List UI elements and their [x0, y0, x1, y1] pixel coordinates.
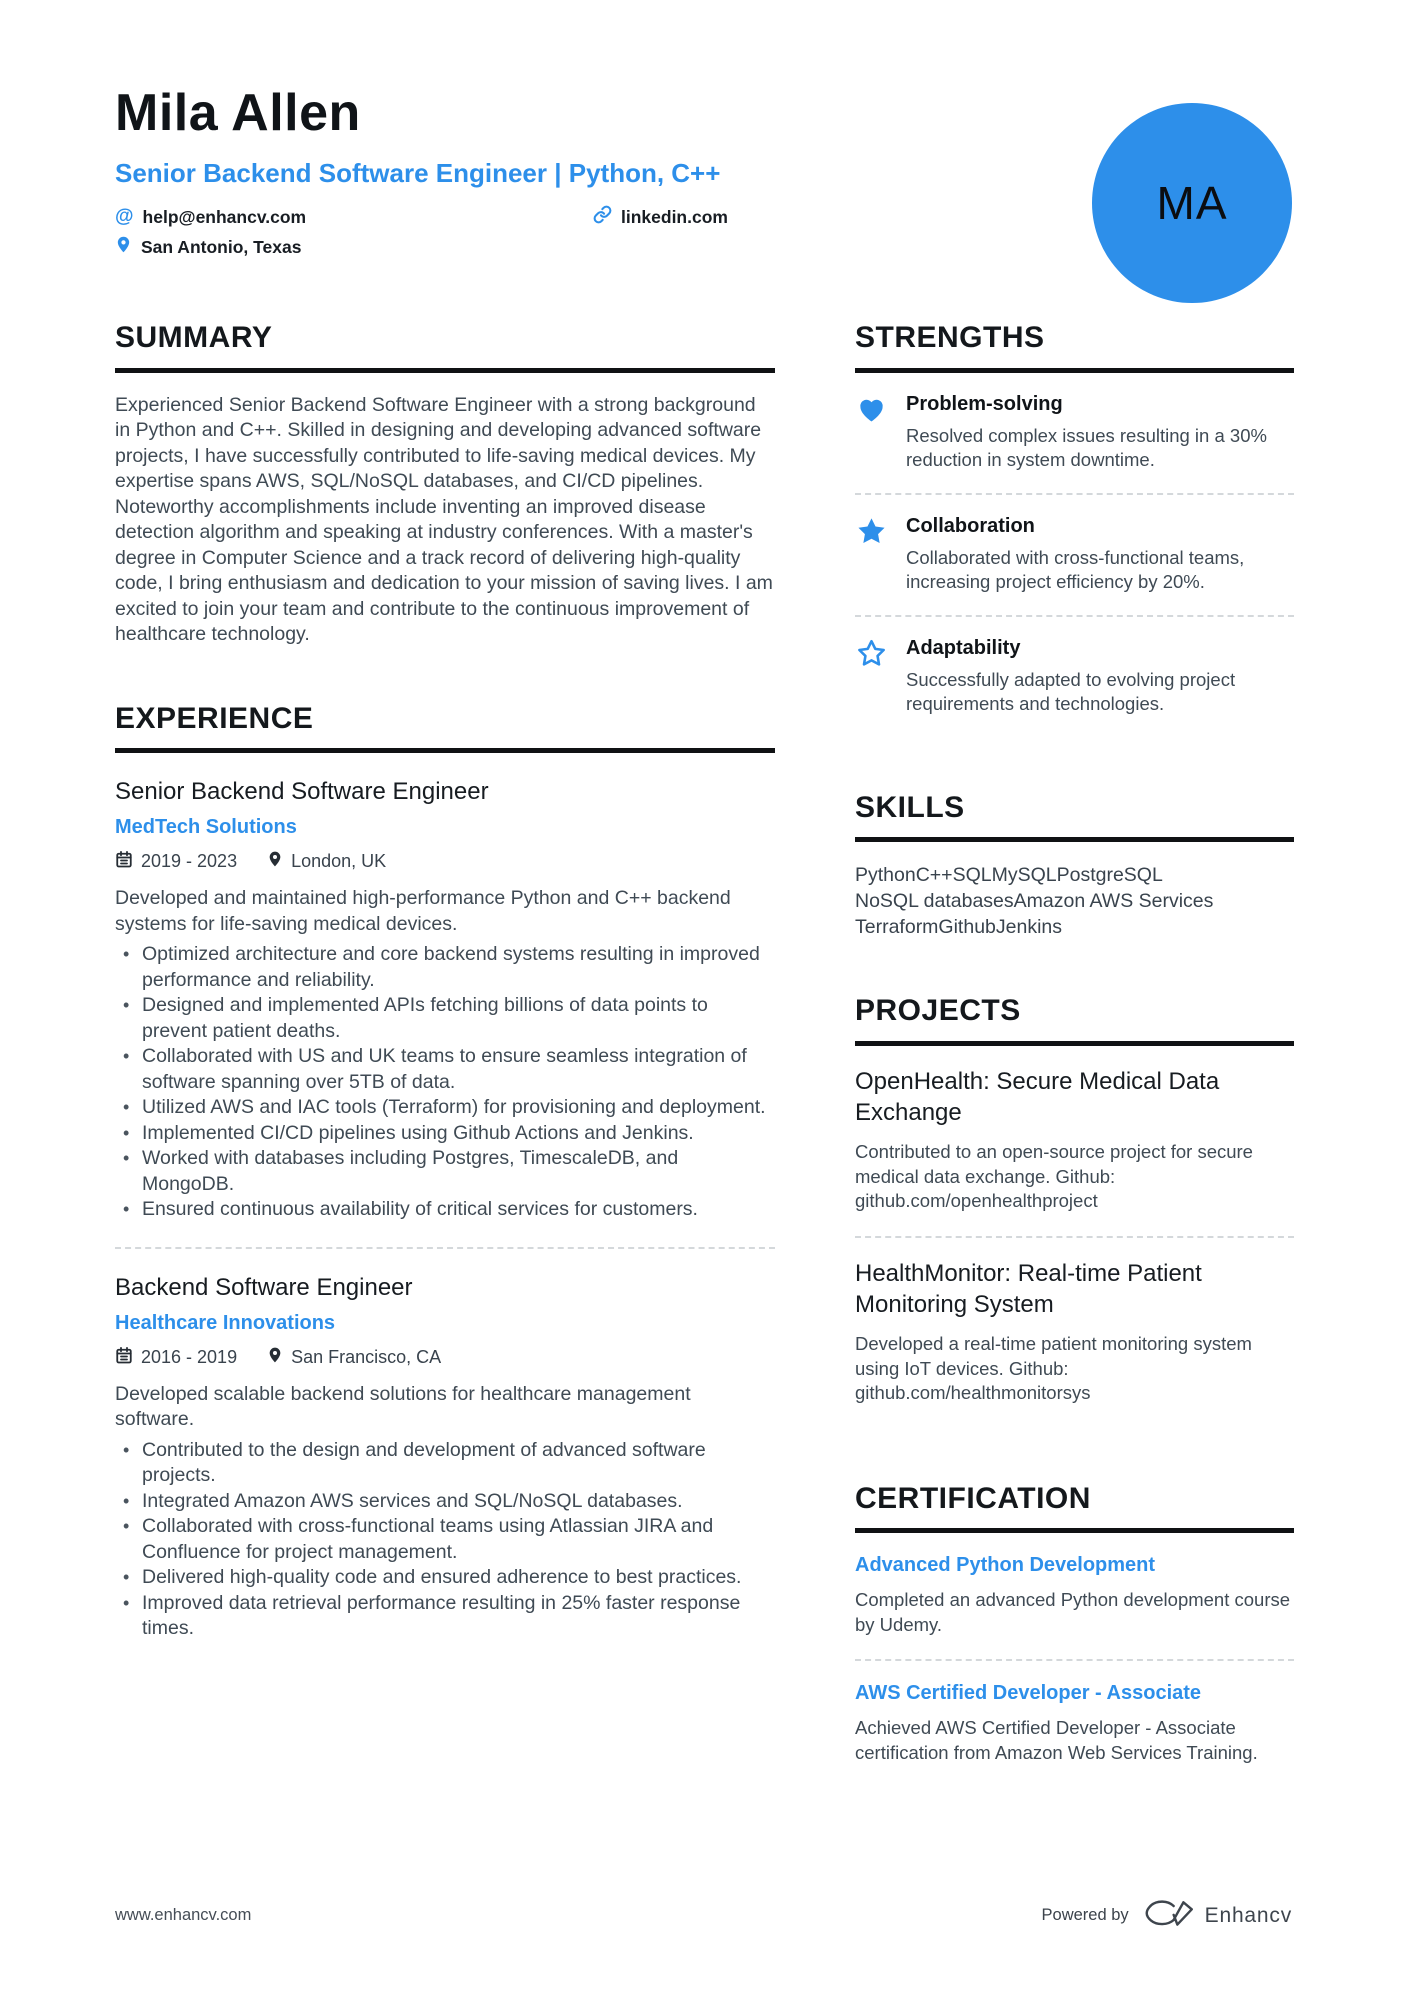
star-outline-icon — [855, 636, 889, 717]
experience-section — [115, 702, 775, 1642]
job-location — [267, 850, 386, 873]
link-icon — [593, 205, 612, 229]
project-title: OpenHealth: Secure Medical Data Exchange — [855, 1067, 1220, 1127]
company-name[interactable]: MedTech Solutions — [115, 816, 297, 839]
location-item[interactable] — [115, 235, 593, 259]
certification-title: AWS Certified Developer - Associate — [855, 1682, 1202, 1705]
projects-section — [855, 994, 1294, 1427]
certification-title: Advanced Python Development — [855, 1554, 1156, 1577]
at-icon: @ — [115, 206, 134, 228]
job-bullet: • Integrated Amazon AWS services and SQL/NoSQL databases. — [115, 1489, 775, 1515]
project-title: HealthMonitor: Real-time Patient Monitoring System — [855, 1259, 1202, 1318]
certification-item — [855, 1661, 1294, 1787]
certification-description: Completed an advanced Python development course by Udemy. — [855, 1589, 1291, 1635]
job-dates-text: 2019 - 2023 — [141, 851, 238, 872]
job-description: Developed and maintained high-performance Python and C++ backend systems for life-saving medical devices. — [115, 887, 731, 935]
certification-item — [855, 1533, 1294, 1659]
heart-icon — [855, 392, 889, 473]
skills-line: TerraformGithubJenkins — [855, 916, 1062, 939]
avatar — [1092, 103, 1292, 303]
job-location — [267, 1346, 441, 1369]
strength-description: Collaborated with cross-functional teams, increasing project efficiency by 20%. — [906, 546, 1245, 593]
summary-section — [115, 321, 775, 648]
enhancv-logo-link[interactable] — [1143, 1898, 1292, 1933]
strength-title: Adaptability — [906, 636, 1021, 659]
job-bullet: • Delivered high-quality code and ensured adherence to best practices. — [115, 1565, 775, 1591]
company-name[interactable]: Healthcare Innovations — [115, 1311, 336, 1334]
footer-branding — [1042, 1898, 1292, 1933]
project-description: Developed a real-time patient monitoring system using IoT devices. Github: github.com/healthmonitorsys — [855, 1333, 1252, 1404]
job-location-text: San Francisco, CA — [291, 1346, 442, 1367]
strength-item — [855, 617, 1294, 737]
entry-divider — [115, 1247, 775, 1249]
candidate-title: Senior Backend Software Engineer | Python, C++ — [115, 158, 721, 189]
job-meta-row — [115, 850, 775, 873]
skills-list — [855, 862, 1294, 940]
strengths-heading: STRENGTHS — [855, 321, 1294, 373]
skills-line: NoSQL databasesAmazon AWS Services — [855, 890, 1214, 913]
calendar-icon — [115, 1346, 133, 1369]
email-link[interactable] — [115, 205, 593, 229]
pin-icon — [267, 850, 283, 873]
job-dates — [115, 1346, 237, 1369]
job-bullet-list — [115, 942, 775, 1223]
star-icon — [855, 514, 889, 595]
job-bullet: • Implemented CI/CD pipelines using Github Actions and Jenkins. — [115, 1121, 775, 1147]
experience-entry — [115, 777, 775, 1223]
email-text: help@enhancv.com — [142, 206, 307, 227]
brand-wordmark: Enhancv — [1204, 1903, 1292, 1927]
job-bullet-list — [115, 1438, 775, 1642]
job-bullet: • Optimized architecture and core backend systems resulting in improved performance and reliability. — [115, 942, 775, 993]
enhancv-logo-icon — [1143, 1898, 1195, 1933]
job-title: Senior Backend Software Engineer — [115, 778, 489, 806]
experience-heading: EXPERIENCE — [115, 702, 775, 754]
linkedin-text: linkedin.com — [621, 206, 728, 227]
skills-line: PythonC++SQLMySQLPostgreSQL — [855, 864, 1163, 887]
page-footer — [115, 1898, 1292, 1933]
job-description: Developed scalable backend solutions for healthcare management software. — [115, 1382, 691, 1431]
certification-heading: CERTIFICATION — [855, 1482, 1294, 1534]
strength-item — [855, 373, 1294, 493]
job-bullet: • Worked with databases including Postgres, TimescaleDB, and MongoDB. — [115, 1146, 775, 1197]
left-column — [115, 321, 775, 1841]
strength-description: Successfully adapted to evolving project requirements and technologies. — [906, 668, 1236, 715]
strength-content — [906, 636, 1294, 717]
job-bullet: • Collaborated with cross-functional teams using Atlassian JIRA and Confluence for project management. — [115, 1514, 775, 1565]
job-dates — [115, 850, 237, 873]
location-text: San Antonio, Texas — [141, 236, 302, 257]
strength-title: Problem-solving — [906, 392, 1063, 415]
strengths-section — [855, 321, 1294, 737]
avatar-initials: MA — [1156, 177, 1228, 229]
calendar-icon — [115, 850, 133, 873]
job-title: Backend Software Engineer — [115, 1273, 413, 1301]
job-bullet: • Ensured continuous availability of critical services for customers. — [115, 1197, 775, 1223]
certification-section — [855, 1482, 1294, 1788]
pin-icon — [115, 235, 132, 259]
summary-text: Experienced Senior Backend Software Engineer with a strong background in Python and C++. Skilled in designing and developing advanced software projects, I have successfully contributed to life-saving medical devices. My expertise spans AWS, SQL/NoSQL databases, and CI/CD pipelines. Noteworthy accomplishments include inventing an improved disease detection algorithm and speaking at industry conferences. With a master's degree in Computer Science and a track record of delivering high-quality code, I bring enthusiasm and dedication to your mission of saving lives. I am excited to join your team and contribute to the continuous improvement of healthcare technology. — [115, 393, 773, 646]
job-bullet: • Designed and implemented APIs fetching billions of data points to prevent patient deaths. — [115, 993, 775, 1044]
skills-section — [855, 791, 1294, 941]
job-location-text: London, UK — [291, 851, 387, 872]
pin-icon — [267, 1346, 283, 1369]
content-columns — [115, 321, 1292, 1841]
job-meta-row — [115, 1346, 775, 1369]
project-item — [855, 1046, 1294, 1236]
powered-by-label: Powered by — [1041, 1906, 1129, 1924]
linkedin-link[interactable] — [593, 205, 875, 229]
contact-row — [115, 205, 875, 259]
job-bullet: • Contributed to the design and development of advanced software projects. — [115, 1438, 775, 1489]
job-dates-text: 2016 - 2019 — [141, 1346, 238, 1367]
job-bullet: • Improved data retrieval performance resulting in 25% faster response times. — [115, 1591, 775, 1642]
candidate-name: Mila Allen — [115, 84, 361, 142]
project-description: Contributed to an open-source project for secure medical data exchange. Github: github.com/openhealthproject — [855, 1141, 1253, 1212]
projects-heading: PROJECTS — [855, 994, 1294, 1046]
certification-description: Achieved AWS Certified Developer - Associate certification from Amazon Web Services Training. — [855, 1717, 1258, 1763]
job-bullet: • Collaborated with US and UK teams to ensure seamless integration of software spanning over 5TB of data. — [115, 1044, 775, 1095]
summary-heading: SUMMARY — [115, 321, 775, 373]
footer-website-link[interactable]: www.enhancv.com — [115, 1906, 252, 1924]
project-item — [855, 1238, 1294, 1428]
strength-description: Resolved complex issues resulting in a 30% reduction in system downtime. — [906, 424, 1267, 471]
strength-content — [906, 514, 1294, 595]
skills-heading: SKILLS — [855, 791, 1294, 843]
resume-header — [115, 85, 1292, 259]
experience-entry — [115, 1273, 775, 1642]
strength-title: Collaboration — [906, 514, 1035, 537]
job-bullet: • Utilized AWS and IAC tools (Terraform) for provisioning and deployment. — [115, 1095, 775, 1121]
strength-content — [906, 392, 1294, 473]
strength-item — [855, 495, 1294, 615]
right-column — [855, 321, 1294, 1841]
